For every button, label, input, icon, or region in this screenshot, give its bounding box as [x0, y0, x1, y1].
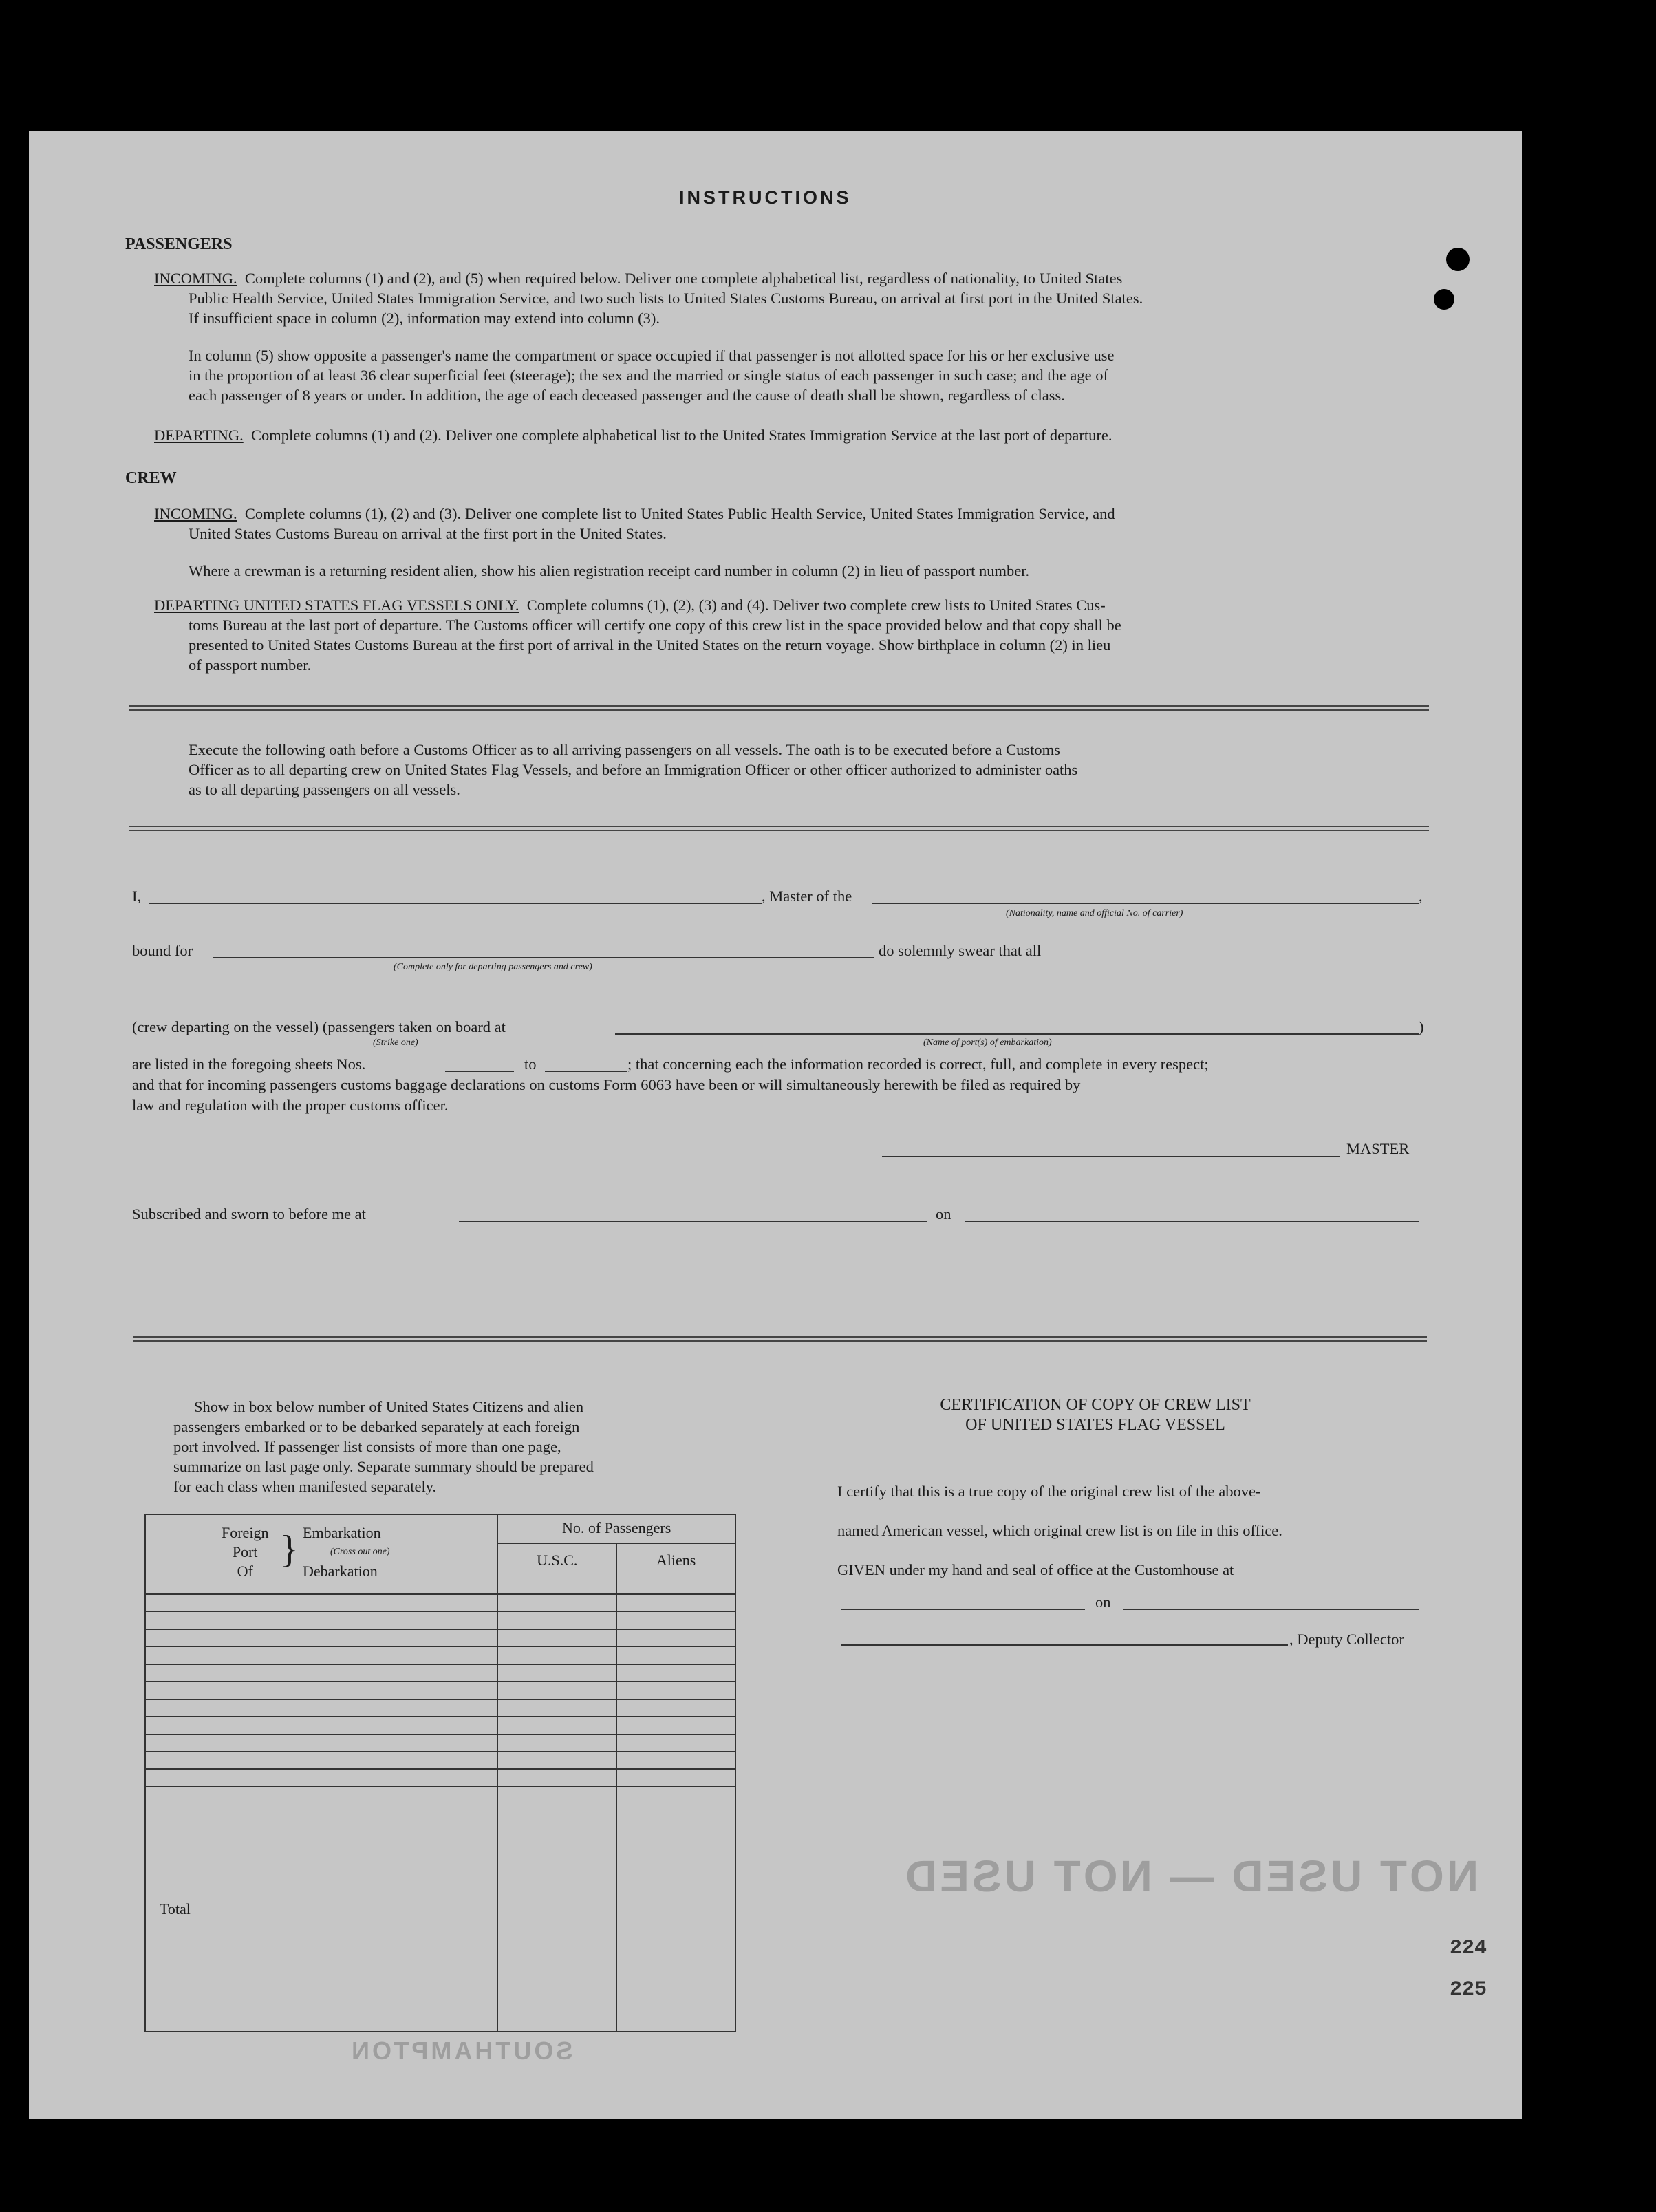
- section-divider: [129, 705, 1429, 711]
- section-divider: [133, 1336, 1427, 1342]
- certify-line-2: named American vessel, which original crew list is on file in this office.: [837, 1522, 1282, 1539]
- customs-declaration-line: and that for incoming passengers customs baggage declarations on customs Form 6063 have been or will simultaneously herewith be filed as required by: [132, 1076, 1081, 1093]
- master-name-field[interactable]: [149, 903, 762, 904]
- tally-row[interactable]: [145, 1664, 735, 1682]
- sworn-on-label: on: [936, 1205, 951, 1223]
- passengers-column5-text: [189, 345, 1427, 405]
- oath-intro-line: Execute the following oath before a Customs Officer as to all arriving passengers on all vessels. The oath is to be executed before a Customs: [189, 741, 1060, 758]
- tally-row[interactable]: [145, 1735, 735, 1752]
- punch-mark: [1446, 248, 1470, 271]
- aliens-label: Aliens: [656, 1551, 696, 1569]
- subscribed-label: Subscribed and sworn to before me at: [132, 1205, 366, 1223]
- embarkation-label: Embarkation: [303, 1524, 381, 1541]
- certification-title: [854, 1395, 1336, 1435]
- listed-sheets-label: are listed in the foregoing sheets Nos.: [132, 1055, 366, 1073]
- row-number-224: 224: [1450, 1937, 1487, 1960]
- port-label: Port: [232, 1543, 258, 1560]
- not-used-bleed-stamp: NOT USED — NOT USED: [903, 1851, 1478, 1901]
- crew-departing-line: Complete columns (1), (2), (3) and (4). Deliver two complete crew lists to United States Cus-: [526, 597, 1106, 614]
- closing-paren: ): [1419, 1018, 1424, 1035]
- passengers-heading: PASSENGERS: [125, 235, 233, 253]
- sworn-place-field[interactable]: [459, 1221, 927, 1222]
- tally-row[interactable]: [145, 1594, 735, 1611]
- bound-for-caption: (Complete only for departing passengers and crew): [394, 962, 592, 972]
- form-page: [29, 131, 1522, 2119]
- customhouse-field[interactable]: [841, 1609, 1085, 1610]
- oath-i-label: I,: [132, 888, 142, 905]
- certification-title-line: CERTIFICATION OF COPY OF CREW LIST: [940, 1396, 1251, 1414]
- master-signature-field[interactable]: [882, 1156, 1340, 1157]
- crew-departing-clause: (crew departing on the vessel) (passengers taken on board at: [132, 1018, 506, 1035]
- oath-comma: ,: [1419, 888, 1423, 905]
- crew-departing-line: toms Bureau at the last port of departure. The Customs officer will certify one copy of this crew list in the space provided below and that copy shall be: [189, 616, 1121, 634]
- certification-date-field[interactable]: [1123, 1609, 1419, 1610]
- bound-for-field[interactable]: [213, 957, 874, 958]
- passengers-incoming-line: Public Health Service, United States Immigration Service, and two such lists to United States Customs Bureau, on arrival at first port in the United States.: [189, 290, 1143, 307]
- of-label: Of: [237, 1563, 253, 1580]
- section-divider: [129, 826, 1429, 831]
- crew-resident-alien: Where a crewman is a returning resident alien, show his alien registration receipt card number in column (2) in lieu of passport number.: [189, 562, 1030, 579]
- oath-intro-line: as to all departing passengers on all vessels.: [189, 781, 460, 798]
- summary-line: passengers embarked or to be debarked separately at each foreign: [173, 1418, 580, 1435]
- summary-line: port involved. If passenger list consists of more than one page,: [173, 1438, 561, 1455]
- to-label: to: [524, 1055, 537, 1073]
- crew-incoming: [154, 504, 1427, 544]
- summary-instructions: [173, 1397, 738, 1496]
- passenger-tally-table: [144, 1514, 736, 2032]
- crew-departing: [154, 595, 1427, 675]
- crew-departing-label: DEPARTING UNITED STATES FLAG VESSELS ONLY.: [154, 597, 519, 614]
- no-of-passengers-label: No. of Passengers: [498, 1515, 735, 1544]
- oath-intro-line: Officer as to all departing crew on United States Flag Vessels, and before an Immigration Officer or other officer authorized to administer oaths: [189, 761, 1078, 778]
- tally-row[interactable]: [145, 1699, 735, 1717]
- crew-incoming-label: INCOMING.: [154, 505, 237, 522]
- passengers-departing-label: DEPARTING.: [154, 427, 244, 444]
- carrier-caption: (Nationality, name and official No. of carrier): [1006, 908, 1183, 919]
- sheet-to-field[interactable]: [545, 1071, 627, 1072]
- debarkation-label: Debarkation: [303, 1563, 378, 1580]
- bound-for-label: bound for: [132, 942, 193, 959]
- column5-line: each passenger of 8 years or under. In addition, the age of each deceased passenger and the cause of death shall be shown, regardless of class.: [189, 387, 1065, 404]
- master-of-label: , Master of the: [762, 888, 852, 905]
- sworn-date-field[interactable]: [965, 1221, 1419, 1222]
- deputy-collector-label: , Deputy Collector: [1289, 1631, 1404, 1648]
- tally-row[interactable]: [145, 1752, 735, 1769]
- passengers-incoming-line: Complete columns (1) and (2), and (5) when required below. Deliver one complete alphabetical list, regardless of nationality, to United States: [244, 270, 1123, 287]
- strike-one-caption: (Strike one): [373, 1038, 418, 1048]
- summary-line: for each class when manifested separately.: [173, 1478, 437, 1495]
- passengers-departing: [154, 425, 1427, 445]
- row-number-225: 225: [1450, 1978, 1487, 2001]
- crew-departing-line: presented to United States Customs Bureau at the first port of arrival in the United States on the return voyage. Show birthplace in column (2) in lieu: [189, 636, 1111, 654]
- summary-line: Show in box below number of United States Citizens and alien: [194, 1398, 584, 1415]
- passengers-incoming-label: INCOMING.: [154, 270, 237, 287]
- column5-line: In column (5) show opposite a passenger's name the compartment or space occupied if that passenger is not allotted space for his or her exclusive use: [189, 347, 1115, 364]
- total-row[interactable]: [145, 1787, 735, 2032]
- port-caption: (Name of port(s) of embarkation): [923, 1038, 1052, 1048]
- usc-label: U.S.C.: [498, 1544, 617, 1593]
- sheet-from-field[interactable]: [445, 1071, 514, 1072]
- tally-row[interactable]: [145, 1717, 735, 1734]
- cross-out-label: (Cross out one): [330, 1547, 390, 1557]
- tally-row[interactable]: [145, 1769, 735, 1786]
- master-label: MASTER: [1346, 1140, 1410, 1157]
- certify-line-1: I certify that this is a true copy of the original crew list of the above-: [837, 1483, 1261, 1500]
- swear-text: do solemnly swear that all: [879, 942, 1042, 959]
- summary-line: summarize on last page only. Separate summary should be prepared: [173, 1458, 594, 1475]
- crew-incoming-line: Complete columns (1), (2) and (3). Deliver one complete list to United States Public Health Service, United States Immigration Service, and: [244, 505, 1115, 522]
- carrier-field[interactable]: [872, 903, 1419, 904]
- listed-sheets-clause: ; that concerning each the information recorded is correct, full, and complete in every respect;: [627, 1055, 1209, 1073]
- column5-line: in the proportion of at least 36 clear superficial feet (steerage); the sex and the married or single status of each passenger in such case; and the age of: [189, 367, 1108, 384]
- certification-on-label: on: [1095, 1593, 1111, 1611]
- certification-title-line: OF UNITED STATES FLAG VESSEL: [965, 1416, 1225, 1434]
- tally-row[interactable]: [145, 1682, 735, 1699]
- deputy-collector-field[interactable]: [841, 1644, 1288, 1646]
- passengers-incoming: [154, 268, 1427, 328]
- tally-row[interactable]: [145, 1646, 735, 1664]
- southampton-bleed-stamp: SOUTHAMPTON: [349, 2037, 573, 2065]
- crew-incoming-line: United States Customs Bureau on arrival at the first port in the United States.: [189, 525, 667, 542]
- port-of-embarkation-field[interactable]: [615, 1033, 1419, 1035]
- crew-departing-line: of passport number.: [189, 656, 312, 674]
- customs-declaration-line: law and regulation with the proper customs officer.: [132, 1097, 449, 1114]
- tally-row[interactable]: [145, 1629, 735, 1646]
- punch-mark: [1434, 289, 1454, 310]
- port-header: [145, 1514, 497, 1594]
- page-title: INSTRUCTIONS: [679, 187, 852, 208]
- tally-row[interactable]: [145, 1611, 735, 1629]
- passengers-incoming-line: If insufficient space in column (2), information may extend into column (3).: [189, 310, 660, 327]
- foreign-label: Foreign: [222, 1524, 269, 1541]
- passengers-header: [497, 1514, 735, 1594]
- certify-line-3: GIVEN under my hand and seal of office at the Customhouse at: [837, 1561, 1234, 1578]
- brace: }: [280, 1528, 299, 1571]
- crew-heading: CREW: [125, 469, 177, 487]
- total-label: Total: [145, 1787, 497, 2032]
- oath-intro: [189, 740, 1427, 799]
- passengers-departing-text: Complete columns (1) and (2). Deliver one complete alphabetical list to the United States Immigration Service at the last port of departure.: [250, 427, 1112, 444]
